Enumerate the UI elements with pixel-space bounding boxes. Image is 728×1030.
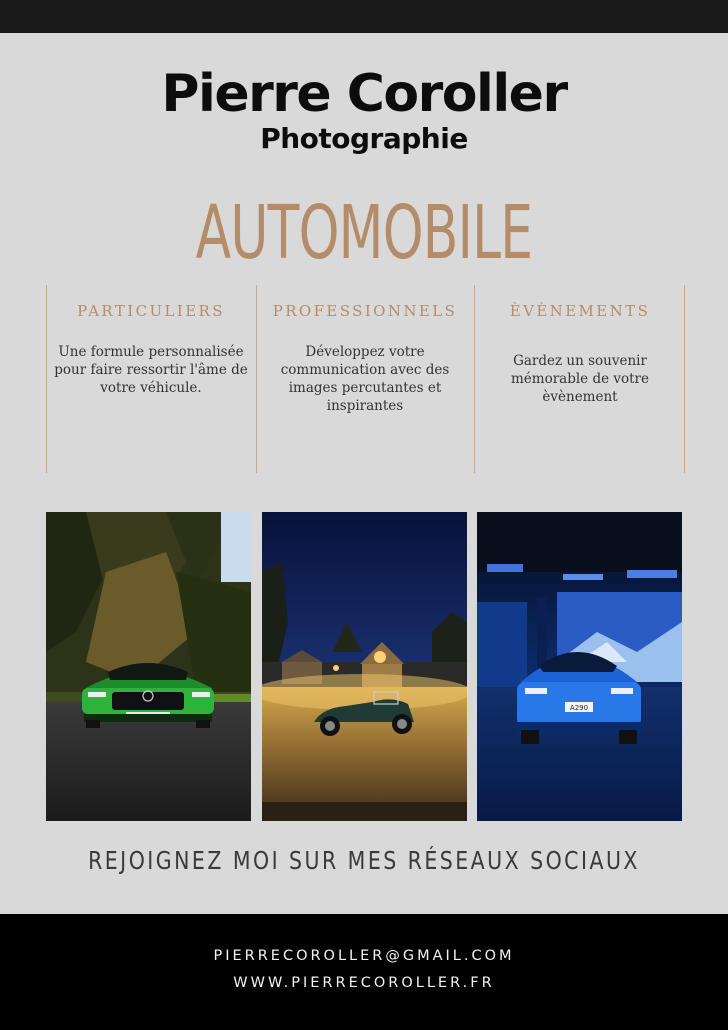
top-bar bbox=[0, 0, 728, 33]
brand-name: Pierre Coroller bbox=[161, 64, 567, 124]
blue-car-image bbox=[477, 512, 682, 821]
service-professionnels bbox=[260, 285, 470, 415]
brand-logo bbox=[0, 64, 728, 154]
social-cta: REJOIGNEZ MOI SUR MES RÉSEAUX SOCIAUX bbox=[88, 846, 640, 875]
service-title: ÈVÈNEMENTS bbox=[509, 302, 651, 320]
service-title: PROFESSIONNELS bbox=[272, 302, 458, 320]
service-text: Gardez un souvenir mémorable de votre èvènement bbox=[510, 353, 649, 405]
email-link[interactable]: PIERRECOROLLER@GMAIL.COM bbox=[213, 948, 515, 964]
license-plate: A290 bbox=[569, 704, 589, 712]
website-link[interactable]: WWW.PIERRECOROLLER.FR bbox=[233, 975, 495, 991]
green-car-image bbox=[46, 512, 251, 821]
divider bbox=[256, 285, 257, 473]
vintage-car-image bbox=[262, 512, 467, 821]
photo-blue-car-showroom bbox=[477, 512, 682, 821]
service-evenements bbox=[475, 285, 685, 406]
photo-vintage-car-night bbox=[262, 512, 467, 821]
services-section bbox=[46, 285, 685, 473]
brand-subtitle: Photographie bbox=[260, 122, 468, 155]
footer bbox=[0, 914, 728, 1030]
service-particuliers bbox=[46, 285, 256, 397]
service-text: Une formule personnalisée pour faire ressortir l'âme de votre véhicule. bbox=[54, 344, 248, 396]
photo-green-sports-car bbox=[46, 512, 251, 821]
service-text: Développez votre communication avec des images percutantes et inspirantes bbox=[280, 344, 450, 414]
service-title: PARTICULIERS bbox=[77, 302, 225, 320]
page-title: AUTOMOBILE bbox=[195, 190, 533, 276]
